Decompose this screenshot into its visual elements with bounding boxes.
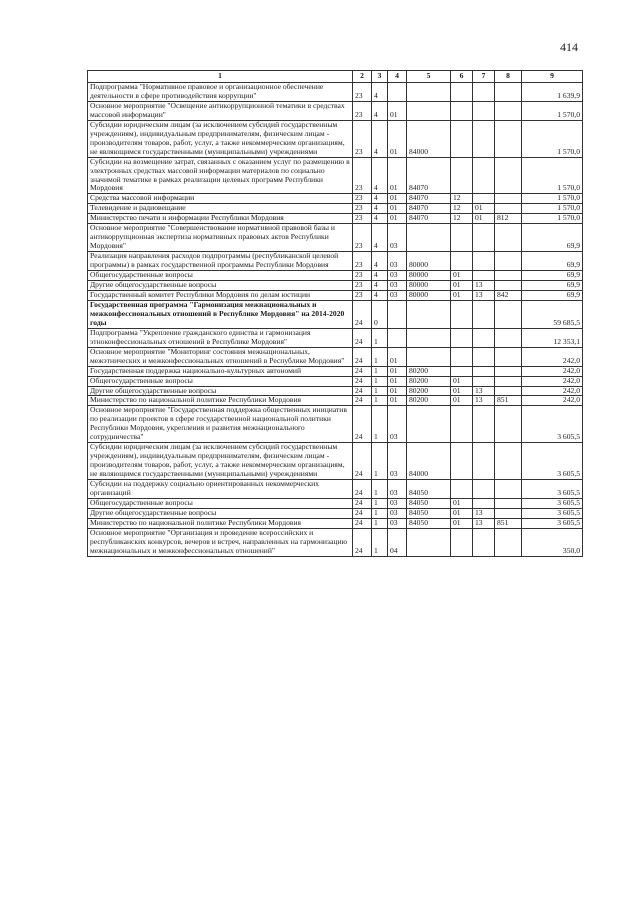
row-amount: 242,0 [522, 396, 583, 406]
row-amount: 3 605,5 [522, 498, 583, 508]
table-row [88, 214, 583, 224]
row-code-5: 80200 [407, 376, 451, 386]
table-row [88, 480, 583, 499]
row-code-7: 13 [473, 281, 495, 291]
row-code-6 [451, 120, 473, 157]
row-amount: 3 605,5 [522, 406, 583, 443]
row-amount: 242,0 [522, 386, 583, 396]
row-name: Государственная поддержка национально-культурных автономий [88, 366, 353, 376]
row-code-8 [495, 252, 522, 271]
row-code-6 [451, 252, 473, 271]
row-code-6: 01 [451, 271, 473, 281]
row-code-5 [407, 528, 451, 556]
row-code-7 [473, 120, 495, 157]
row-code-6: 12 [451, 214, 473, 224]
row-code-5 [407, 328, 451, 347]
row-code-5 [407, 83, 451, 102]
row-code-2: 23 [353, 224, 372, 252]
table-row [88, 396, 583, 406]
row-code-8 [495, 376, 522, 386]
row-amount: 242,0 [522, 366, 583, 376]
row-name: Субсидии юридическим лицам (за исключением субсидий государственным учреждениям), индивидуальным предпринимателям, физическим лицам - производителям товаров, работ, услуг, а также некоммерческим организациям, не являющимся государственными (муниципальными) учреждениями [88, 443, 353, 480]
row-code-5: 80200 [407, 396, 451, 406]
row-code-5: 84050 [407, 518, 451, 528]
row-code-8 [495, 406, 522, 443]
row-code-2: 24 [353, 366, 372, 376]
row-name: Реализация направления расходов подпрограммы (республиканской целевой программы) в рамках государственной программы Республики Мордовия [88, 252, 353, 271]
row-code-8: 842 [495, 290, 522, 300]
row-code-6 [451, 528, 473, 556]
row-code-2: 23 [353, 194, 372, 204]
row-code-5 [407, 224, 451, 252]
row-code-4: 03 [388, 252, 407, 271]
row-code-2: 23 [353, 252, 372, 271]
col-header: 2 [353, 71, 372, 83]
row-amount: 1 570,0 [522, 214, 583, 224]
row-amount: 12 353,1 [522, 328, 583, 347]
row-code-5: 80000 [407, 281, 451, 291]
table-row [88, 328, 583, 347]
row-name: Общегосударственные вопросы [88, 271, 353, 281]
table-row [88, 528, 583, 556]
row-code-7: 13 [473, 508, 495, 518]
row-code-5 [407, 347, 451, 366]
row-name: Основное мероприятие "Государственная поддержка общественных инициатив по реализации проектов в сфере государственной национальной политики Республики Мордовия, укрепления и развития межнационального сотрудничества" [88, 406, 353, 443]
row-code-3: 4 [372, 83, 388, 102]
table-row [88, 83, 583, 102]
row-code-6: 01 [451, 290, 473, 300]
row-amount: 1 639,9 [522, 83, 583, 102]
row-amount: 69,9 [522, 224, 583, 252]
row-name: Основное мероприятие "Мониторинг состояния межнациональных, межэтнических и межконфессиональных отношений в Республике Мордовия" [88, 347, 353, 366]
row-code-2: 23 [353, 271, 372, 281]
row-amount: 69,9 [522, 252, 583, 271]
row-code-5: 80200 [407, 366, 451, 376]
row-name: Другие общегосударственные вопросы [88, 281, 353, 291]
row-amount: 242,0 [522, 347, 583, 366]
row-code-6: 12 [451, 194, 473, 204]
row-code-6 [451, 101, 473, 120]
col-header: 7 [473, 71, 495, 83]
row-code-4: 01 [388, 386, 407, 396]
row-code-8 [495, 366, 522, 376]
table-row [88, 508, 583, 518]
row-code-3: 4 [372, 224, 388, 252]
row-code-4: 01 [388, 366, 407, 376]
row-code-2: 24 [353, 518, 372, 528]
row-code-8 [495, 508, 522, 518]
row-code-2: 24 [353, 396, 372, 406]
row-code-6: 12 [451, 204, 473, 214]
table-row [88, 252, 583, 271]
row-name: Телевидение и радиовещание [88, 204, 353, 214]
row-code-8 [495, 300, 522, 328]
row-code-3: 4 [372, 290, 388, 300]
row-code-5: 84050 [407, 508, 451, 518]
row-code-8 [495, 528, 522, 556]
table-row [88, 204, 583, 214]
row-code-7 [473, 224, 495, 252]
row-code-7 [473, 194, 495, 204]
row-code-8 [495, 281, 522, 291]
row-code-8 [495, 224, 522, 252]
row-code-4 [388, 328, 407, 347]
row-code-4: 04 [388, 528, 407, 556]
row-code-2: 24 [353, 498, 372, 508]
row-code-8 [495, 120, 522, 157]
row-code-4: 03 [388, 271, 407, 281]
row-name: Основное мероприятие "Организация и проведение всероссийских и республиканских конкурсов, вечеров и встреч, направленных на гармонизацию межнациональных и межконфессиональных отношений" [88, 528, 353, 556]
row-code-6: 01 [451, 498, 473, 508]
row-code-3: 4 [372, 120, 388, 157]
row-code-4: 01 [388, 157, 407, 194]
row-code-2: 24 [353, 406, 372, 443]
row-name: Другие общегосударственные вопросы [88, 508, 353, 518]
row-amount: 59 685,5 [522, 300, 583, 328]
row-code-4 [388, 300, 407, 328]
row-code-3: 4 [372, 214, 388, 224]
table-row [88, 498, 583, 508]
col-header: 8 [495, 71, 522, 83]
row-code-3: 1 [372, 498, 388, 508]
row-code-5: 84000 [407, 443, 451, 480]
col-header: 9 [522, 71, 583, 83]
row-code-2: 24 [353, 508, 372, 518]
row-code-6 [451, 300, 473, 328]
row-code-5 [407, 101, 451, 120]
row-code-4: 03 [388, 508, 407, 518]
row-code-6 [451, 347, 473, 366]
table-row [88, 443, 583, 480]
row-name: Подпрограмма "Укрепление гражданского единства и гармонизация этноконфессиональных отношений в Республике Мордовия" [88, 328, 353, 347]
row-code-7 [473, 366, 495, 376]
row-code-8 [495, 194, 522, 204]
row-code-8 [495, 328, 522, 347]
row-code-5: 84070 [407, 214, 451, 224]
row-amount: 3 605,5 [522, 443, 583, 480]
row-name: Министерство по национальной политике Республики Мордовия [88, 396, 353, 406]
row-code-5: 84050 [407, 498, 451, 508]
row-code-4: 01 [388, 376, 407, 386]
row-code-6 [451, 157, 473, 194]
row-code-5: 84000 [407, 120, 451, 157]
table-row [88, 194, 583, 204]
row-code-3: 4 [372, 101, 388, 120]
row-code-7 [473, 271, 495, 281]
row-code-4: 03 [388, 518, 407, 528]
row-code-6 [451, 366, 473, 376]
row-code-4: 01 [388, 347, 407, 366]
row-code-8 [495, 443, 522, 480]
row-code-7 [473, 83, 495, 102]
row-amount: 1 570,0 [522, 204, 583, 214]
row-amount: 1 570,0 [522, 194, 583, 204]
table-row [88, 406, 583, 443]
row-code-6 [451, 443, 473, 480]
row-code-4: 03 [388, 443, 407, 480]
row-code-7: 13 [473, 396, 495, 406]
row-code-2: 24 [353, 347, 372, 366]
table-row [88, 376, 583, 386]
row-code-7: 13 [473, 290, 495, 300]
table-row [88, 281, 583, 291]
row-code-4: 03 [388, 290, 407, 300]
table-row [88, 157, 583, 194]
row-name: Основное мероприятие "Совершенствование нормативной правовой базы и антикоррупционная экспертиза нормативных правовых актов Республики Мордовия" [88, 224, 353, 252]
row-name: Министерство по национальной политике Республики Мордовия [88, 518, 353, 528]
row-code-6 [451, 406, 473, 443]
row-code-5: 80000 [407, 290, 451, 300]
row-name: Средства массовой информации [88, 194, 353, 204]
row-code-3: 4 [372, 204, 388, 214]
row-amount: 1 570,0 [522, 120, 583, 157]
row-code-4: 01 [388, 214, 407, 224]
row-code-7 [473, 252, 495, 271]
row-name: Государственный комитет Республики Мордовия по делам юстиции [88, 290, 353, 300]
row-code-8: 851 [495, 518, 522, 528]
row-code-3: 4 [372, 252, 388, 271]
row-code-8 [495, 83, 522, 102]
row-code-3: 1 [372, 518, 388, 528]
row-code-7 [473, 406, 495, 443]
row-code-4 [388, 83, 407, 102]
row-code-3: 1 [372, 386, 388, 396]
row-name: Основное мероприятие "Освещение антикоррупционной тематики в средствах массовой информации" [88, 101, 353, 120]
row-code-2: 23 [353, 83, 372, 102]
row-code-6: 01 [451, 281, 473, 291]
row-code-8: 812 [495, 214, 522, 224]
row-code-8 [495, 480, 522, 499]
row-code-7 [473, 300, 495, 328]
row-code-6: 01 [451, 396, 473, 406]
row-code-5 [407, 406, 451, 443]
row-code-7: 13 [473, 386, 495, 396]
row-name: Субсидии на возмещение затрат, связанных с оказанием услуг по размещению в электронных средствах массовой информации материалов по социально значимой тематике в рамках реализации целевых программ Республики Мордовия [88, 157, 353, 194]
row-amount: 3 605,5 [522, 480, 583, 499]
row-code-3: 1 [372, 528, 388, 556]
col-header: 3 [372, 71, 388, 83]
row-code-2: 24 [353, 443, 372, 480]
row-code-4: 03 [388, 498, 407, 508]
row-code-2: 24 [353, 386, 372, 396]
row-name: Субсидии на поддержку социально ориентированных некоммерческих организаций [88, 480, 353, 499]
row-name: Другие общегосударственные вопросы [88, 386, 353, 396]
row-amount: 69,9 [522, 290, 583, 300]
row-code-2: 24 [353, 528, 372, 556]
row-code-3: 4 [372, 281, 388, 291]
row-code-4: 03 [388, 480, 407, 499]
row-code-7 [473, 347, 495, 366]
row-amount: 1 570,0 [522, 101, 583, 120]
row-code-8: 851 [495, 396, 522, 406]
row-name: Субсидии юридическим лицам (за исключением субсидий государственным учреждениям), индивидуальным предпринимателям, физическим лицам - производителям товаров, работ, услуг, а также некоммерческим организациям, не являющимся государственными (муниципальными) учреждениями [88, 120, 353, 157]
row-code-6: 01 [451, 518, 473, 528]
row-code-6 [451, 224, 473, 252]
table-row [88, 386, 583, 396]
row-amount: 69,9 [522, 281, 583, 291]
row-code-7: 13 [473, 518, 495, 528]
table-row [88, 347, 583, 366]
row-code-8 [495, 204, 522, 214]
col-header: 6 [451, 71, 473, 83]
row-code-2: 23 [353, 290, 372, 300]
row-code-7 [473, 328, 495, 347]
row-code-5: 84070 [407, 157, 451, 194]
row-code-2: 24 [353, 376, 372, 386]
row-code-5 [407, 300, 451, 328]
table-row [88, 518, 583, 528]
col-header: 4 [388, 71, 407, 83]
row-code-7 [473, 157, 495, 194]
row-amount: 3 605,5 [522, 518, 583, 528]
row-amount: 242,0 [522, 376, 583, 386]
row-code-7 [473, 443, 495, 480]
col-header: 5 [407, 71, 451, 83]
row-code-3: 1 [372, 480, 388, 499]
page-number: 414 [560, 40, 578, 54]
row-code-4: 01 [388, 120, 407, 157]
row-code-3: 1 [372, 347, 388, 366]
row-code-8 [495, 271, 522, 281]
row-name: Государственная программа "Гармонизация межнациональных и межконфессиональных отношений в Республике Мордовия" на 2014-2020 годы [88, 300, 353, 328]
row-code-5: 80000 [407, 271, 451, 281]
row-code-7 [473, 376, 495, 386]
row-code-8 [495, 157, 522, 194]
row-code-4: 01 [388, 101, 407, 120]
row-code-3: 4 [372, 157, 388, 194]
row-code-8 [495, 386, 522, 396]
row-code-3: 1 [372, 443, 388, 480]
row-code-6: 01 [451, 376, 473, 386]
row-code-2: 23 [353, 204, 372, 214]
row-name: Общегосударственные вопросы [88, 498, 353, 508]
row-code-7: 01 [473, 214, 495, 224]
row-code-7 [473, 498, 495, 508]
row-code-3: 1 [372, 366, 388, 376]
row-code-6 [451, 83, 473, 102]
row-name: Подпрограмма "Нормативное правовое и организационное обеспечение деятельности в сфере противодействия коррупции" [88, 83, 353, 102]
table-row [88, 290, 583, 300]
row-code-2: 23 [353, 120, 372, 157]
row-code-6 [451, 480, 473, 499]
row-name: Общегосударственные вопросы [88, 376, 353, 386]
row-code-3: 1 [372, 406, 388, 443]
table-row [88, 300, 583, 328]
row-code-5: 80000 [407, 252, 451, 271]
row-code-7: 01 [473, 204, 495, 214]
row-code-3: 0 [372, 300, 388, 328]
row-code-6 [451, 328, 473, 347]
row-code-4: 03 [388, 281, 407, 291]
row-code-6: 01 [451, 386, 473, 396]
row-code-5: 84070 [407, 194, 451, 204]
row-code-2: 24 [353, 300, 372, 328]
row-code-8 [495, 347, 522, 366]
row-code-3: 1 [372, 376, 388, 386]
row-code-4: 01 [388, 396, 407, 406]
row-code-3: 1 [372, 396, 388, 406]
row-code-3: 1 [372, 508, 388, 518]
row-code-8 [495, 498, 522, 508]
row-code-3: 4 [372, 194, 388, 204]
row-code-7 [473, 480, 495, 499]
row-code-3: 4 [372, 271, 388, 281]
row-code-4: 01 [388, 194, 407, 204]
row-code-4: 03 [388, 224, 407, 252]
row-code-2: 23 [353, 101, 372, 120]
budget-table [87, 70, 583, 557]
col-header: 1 [88, 71, 353, 83]
row-code-2: 24 [353, 480, 372, 499]
row-amount: 69,9 [522, 271, 583, 281]
table-row [88, 224, 583, 252]
row-code-5: 84070 [407, 204, 451, 214]
row-name: Министерство печати и информации Республики Мордовия [88, 214, 353, 224]
row-code-5: 84050 [407, 480, 451, 499]
row-code-7 [473, 528, 495, 556]
table-row [88, 101, 583, 120]
table-row [88, 271, 583, 281]
row-code-2: 24 [353, 328, 372, 347]
row-code-2: 23 [353, 281, 372, 291]
row-code-2: 23 [353, 214, 372, 224]
row-code-7 [473, 101, 495, 120]
row-amount: 350,0 [522, 528, 583, 556]
row-code-6: 01 [451, 508, 473, 518]
row-code-4: 01 [388, 204, 407, 214]
table-row [88, 366, 583, 376]
header-row [88, 71, 583, 83]
row-code-8 [495, 101, 522, 120]
row-amount: 3 605,5 [522, 508, 583, 518]
row-amount: 1 570,0 [522, 157, 583, 194]
row-code-5: 80200 [407, 386, 451, 396]
row-code-4: 03 [388, 406, 407, 443]
row-code-2: 23 [353, 157, 372, 194]
row-code-3: 1 [372, 328, 388, 347]
table-row [88, 120, 583, 157]
